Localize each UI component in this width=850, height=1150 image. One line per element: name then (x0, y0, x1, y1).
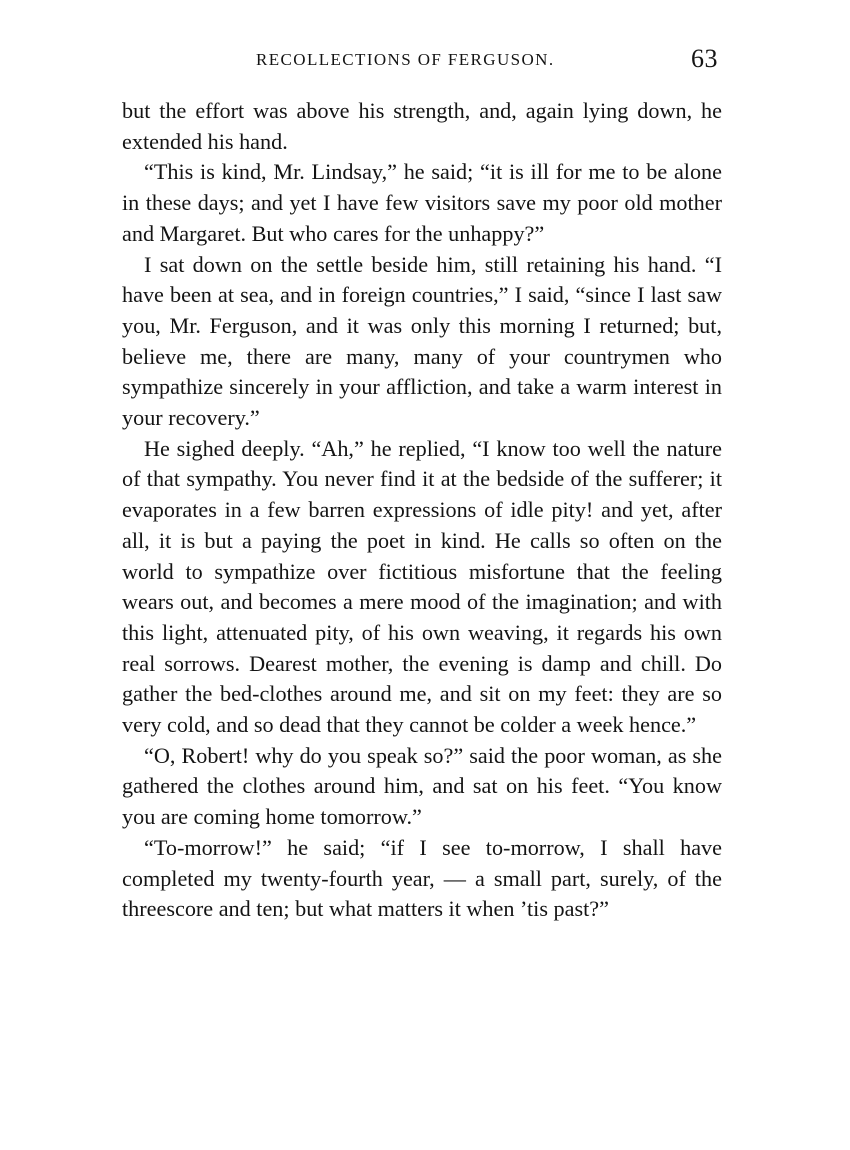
running-title: RECOLLECTIONS OF FERGUSON. (256, 50, 555, 69)
paragraph-continued: but the effort was above his strength, and, again lying down, he extended his hand. (122, 98, 722, 154)
paragraph: I sat down on the settle beside him, still retaining his hand. “I have been at sea, and in foreign countries,” I said, “since I last saw you, Mr. Ferguson, and it was only this morning I returned; but, believe me, there are many, many of your countrymen who sympathize sincerely in your affliction, and take a warm interest in your recovery.” (122, 251, 722, 431)
paragraph: “To-morrow!” he said; “if I see to-morrow, I shall have completed my twenty-fourth year, — a small part, surely, of the threescore and ten; but what matters it when ’tis past?” (122, 834, 722, 922)
body-text (122, 96, 722, 925)
paragraph: He sighed deeply. “Ah,” he replied, “I know too well the nature of that sympathy. You never find it at the bedside of the sufferer; it evaporates in a few barren expressions of idle pity! and yet, after all, it is but a paying the poet in kind. He calls so often on the world to sympathize over fictitious misfortune that the feeling wears out, and becomes a mere mood of the imagination; and with this light, attenuated pity, of his own weaving, it regards his own real sorrows. Dearest mother, the evening is damp and chill. Do gather the bed-clothes around me, and sit on my feet: they are so very cold, and so dead that they cannot be colder a week hence.” (122, 435, 722, 738)
book-page (122, 40, 722, 925)
running-head (122, 40, 722, 82)
paragraph: “This is kind, Mr. Lindsay,” he said; “it is ill for me to be alone in these days; and yet I have few visitors save my poor old mother and Margaret. But who cares for the unhappy?” (122, 159, 722, 246)
paragraph: “O, Robert! why do you speak so?” said the poor woman, as she gathered the clothes around him, and sat on his feet. “You know you are coming home tomorrow.” (122, 742, 722, 830)
page-number: 63 (691, 44, 718, 73)
